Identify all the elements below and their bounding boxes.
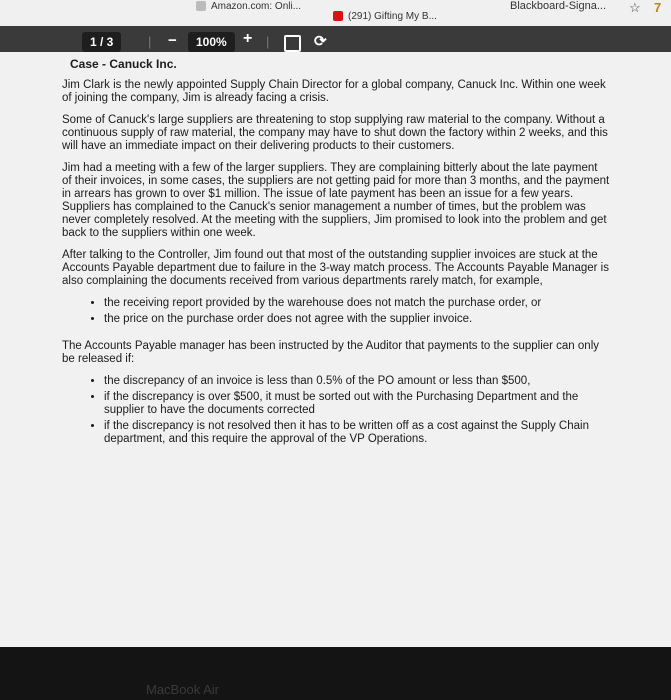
- browser-tab-bar: [0, 0, 671, 26]
- toolbar-divider: |: [148, 34, 152, 49]
- extension-badge[interactable]: 7: [654, 0, 662, 15]
- laptop-bezel: [0, 647, 671, 700]
- tab-label: (291) Gifting My B...: [348, 10, 437, 22]
- paragraph: Jim had a meeting with a few of the larger suppliers. They are complaining bitterly about the late payment of their invoices, in some cases, the suppliers are not getting paid for more than 3 months, and the payment in arrears has grown to over $1 million. The issue of late payment has been an issue for a few years. Suppliers has complained to the Canuck's senior management a number of times, but the problem was never completely resolved. At the meeting with the suppliers, Jim promised to look into the problem and get back to the suppliers within one week.: [62, 162, 610, 239]
- fit-to-page-icon[interactable]: [284, 35, 301, 52]
- document-content: [62, 52, 610, 456]
- browser-tab-amazon[interactable]: [196, 0, 301, 18]
- bullet-list: [62, 297, 610, 326]
- page-indicator[interactable]: 1 / 3: [82, 32, 121, 52]
- list-item: • the price on the purchase order does not agree with the supplier invoice.: [104, 313, 610, 326]
- list-item: • the receiving report provided by the warehouse does not match the purchase order, or: [104, 297, 610, 310]
- document-title: Case - Canuck Inc.: [70, 57, 177, 71]
- bookmark-star-icon[interactable]: ☆: [629, 0, 641, 15]
- paragraph: The Accounts Payable manager has been instructed by the Auditor that payments to the supplier can only be released if:: [62, 340, 599, 365]
- browser-tab-blackboard[interactable]: [510, 0, 606, 18]
- list-item: • if the discrepancy is over $500, it must be sorted out with the Purchasing Department and the supplier to have the documents corrected: [104, 391, 610, 417]
- zoom-in-button[interactable]: +: [243, 30, 253, 47]
- document-page: [0, 52, 671, 647]
- list-item: • if the discrepancy is not resolved then it has to be written off as a cost against the Supply Chain department, and this require the approval of the VP Operations.: [104, 420, 610, 446]
- bullet-list: [62, 375, 610, 446]
- rotate-icon[interactable]: ⟳: [314, 33, 327, 50]
- list-item: • the discrepancy of an invoice is less than 0.5% of the PO amount or less than $500,: [104, 375, 610, 388]
- tab-label: Amazon.com: Onli...: [211, 0, 302, 12]
- browser-tab-youtube[interactable]: [333, 4, 437, 28]
- paragraph: Jim Clark is the newly appointed Supply Chain Director for a global company, Canuck Inc. Within one week of joining the company, Jim is already facing a crisis.: [62, 79, 606, 104]
- toolbar-divider: |: [266, 34, 270, 49]
- paragraph: After talking to the Controller, Jim found out that most of the outstanding supplier invoices are stuck at the Accounts Payable department due to failure in the 3-way match process. The Accounts Payable Manager is also complaining the documents received from various departments rarely match, for example,: [62, 249, 609, 287]
- zoom-out-button[interactable]: −: [168, 32, 177, 49]
- tab-label: Blackboard-Signa...: [510, 0, 606, 12]
- youtube-favicon-icon: [333, 11, 343, 21]
- zoom-field[interactable]: 100%: [188, 32, 235, 52]
- amazon-favicon-icon: [196, 1, 206, 11]
- paragraph: Some of Canuck's large suppliers are threatening to stop supplying raw material to the company. Without a continuous supply of raw material, the company may have to shut down the factory within 2 weeks, and this will have an immediate impact on their delivering products to their customers.: [62, 114, 608, 152]
- bezel-label: MacBook Air: [146, 682, 219, 697]
